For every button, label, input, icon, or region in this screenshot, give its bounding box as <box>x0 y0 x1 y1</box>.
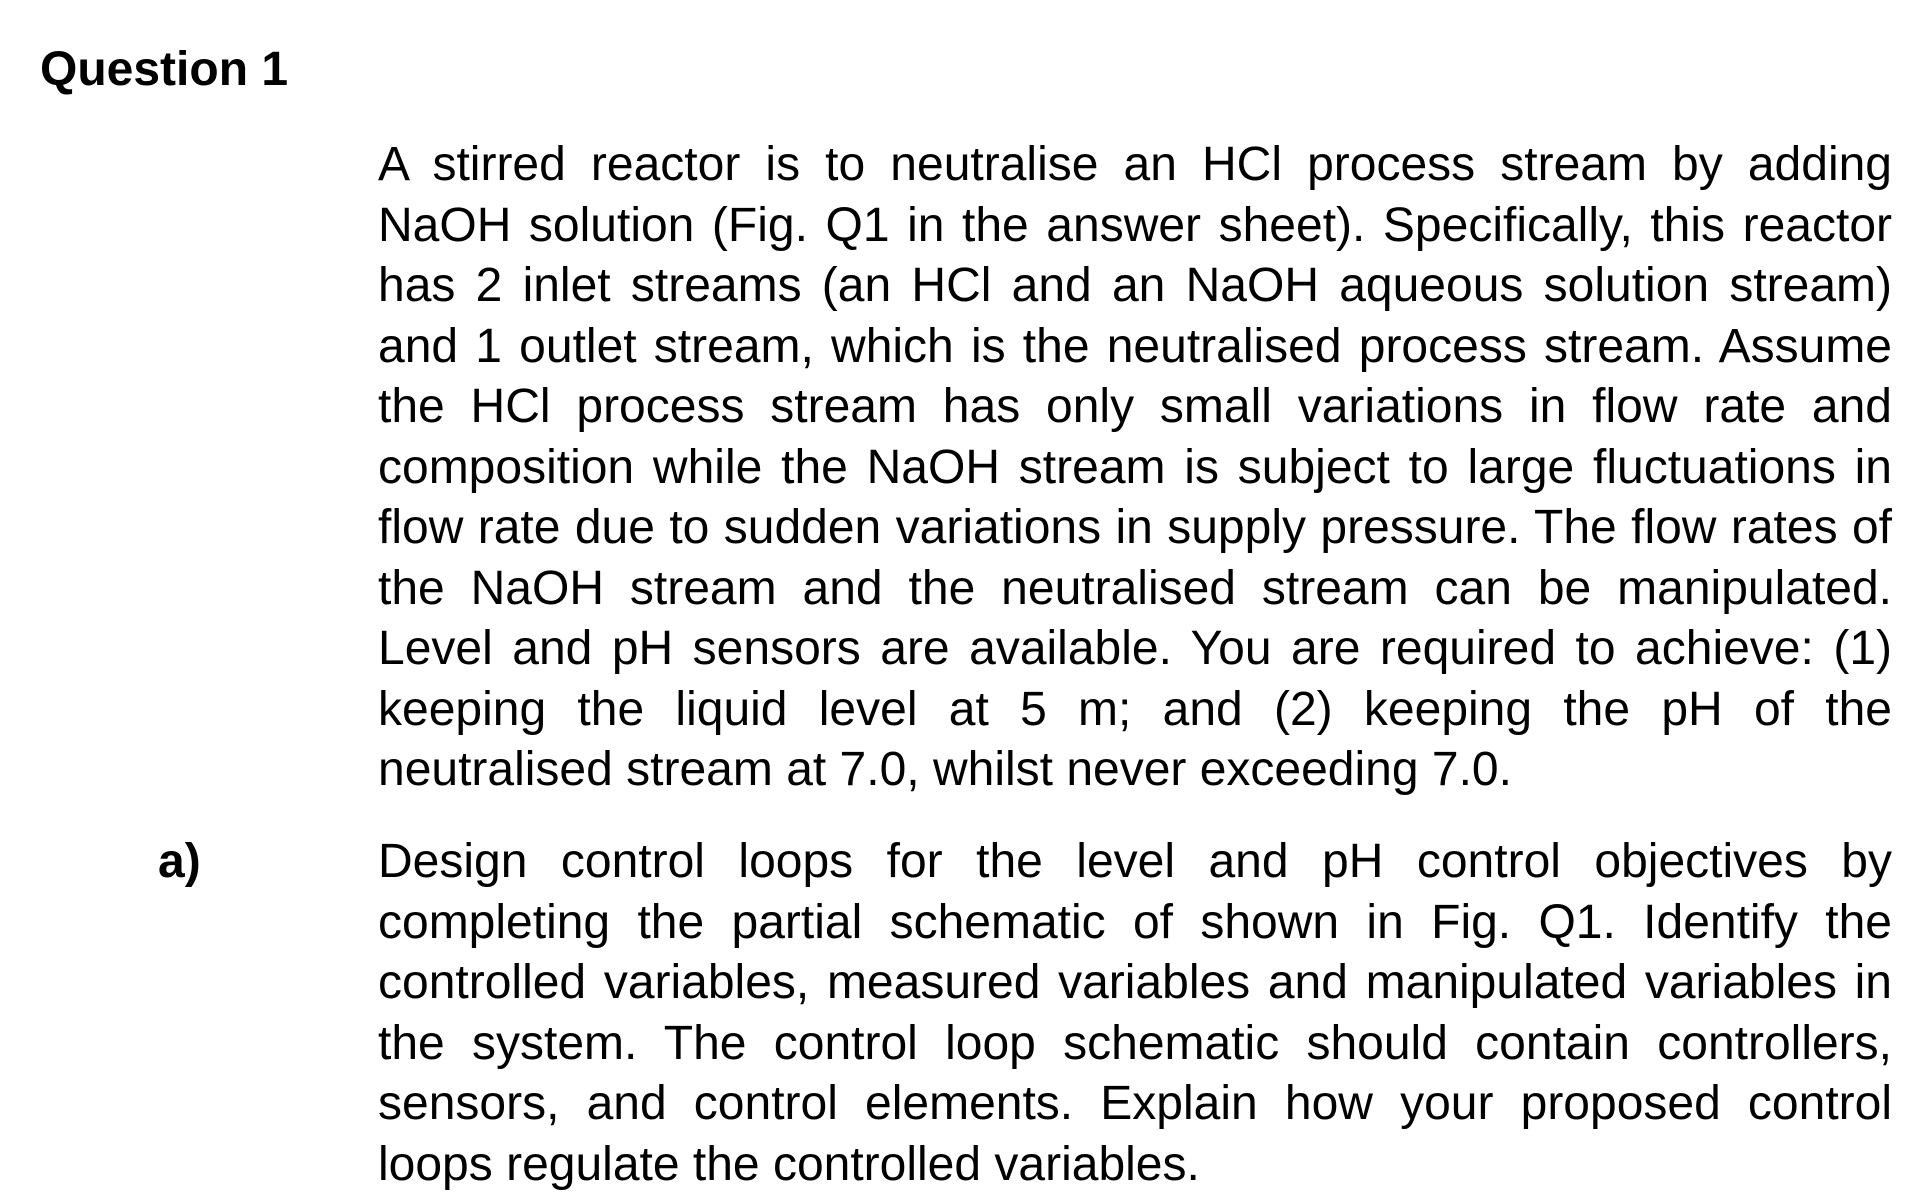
part-a-label: a) <box>158 835 201 888</box>
part-a-text: Design control loops for the level and pH control objectives by completing the partial schematic of shown in Fig. Q1. Identify the controlled variables, measured variables and manipulated variables in the system. The control loop schematic should contain controllers, sensors, and control elements. Explain how your proposed control loops regulate the controlled variables. <box>378 835 1892 1191</box>
question-intro-paragraph: A stirred reactor is to neutralise an HCl process stream by adding NaOH solution (Fig. Q1 in the answer sheet). Specifically, this reactor has 2 inlet streams (an HCl and an NaOH aqueous solution stream) and 1 outlet stream, which is the neutralised process stream. Assume the HCl process stream has only small variations in flow rate and composition while the NaOH stream is subject to large fluctuations in flow rate due to sudden variations in supply pressure. The flow rates of the NaOH stream and the neutralised stream can be manipulated. Level and pH sensors are available. You are required to achieve: (1) keeping the liquid level at 5 m; and (2) keeping the pH of the neutralised stream at 7.0, whilst never exceeding 7.0. <box>378 138 1892 796</box>
question-heading: Question 1 <box>40 43 289 96</box>
